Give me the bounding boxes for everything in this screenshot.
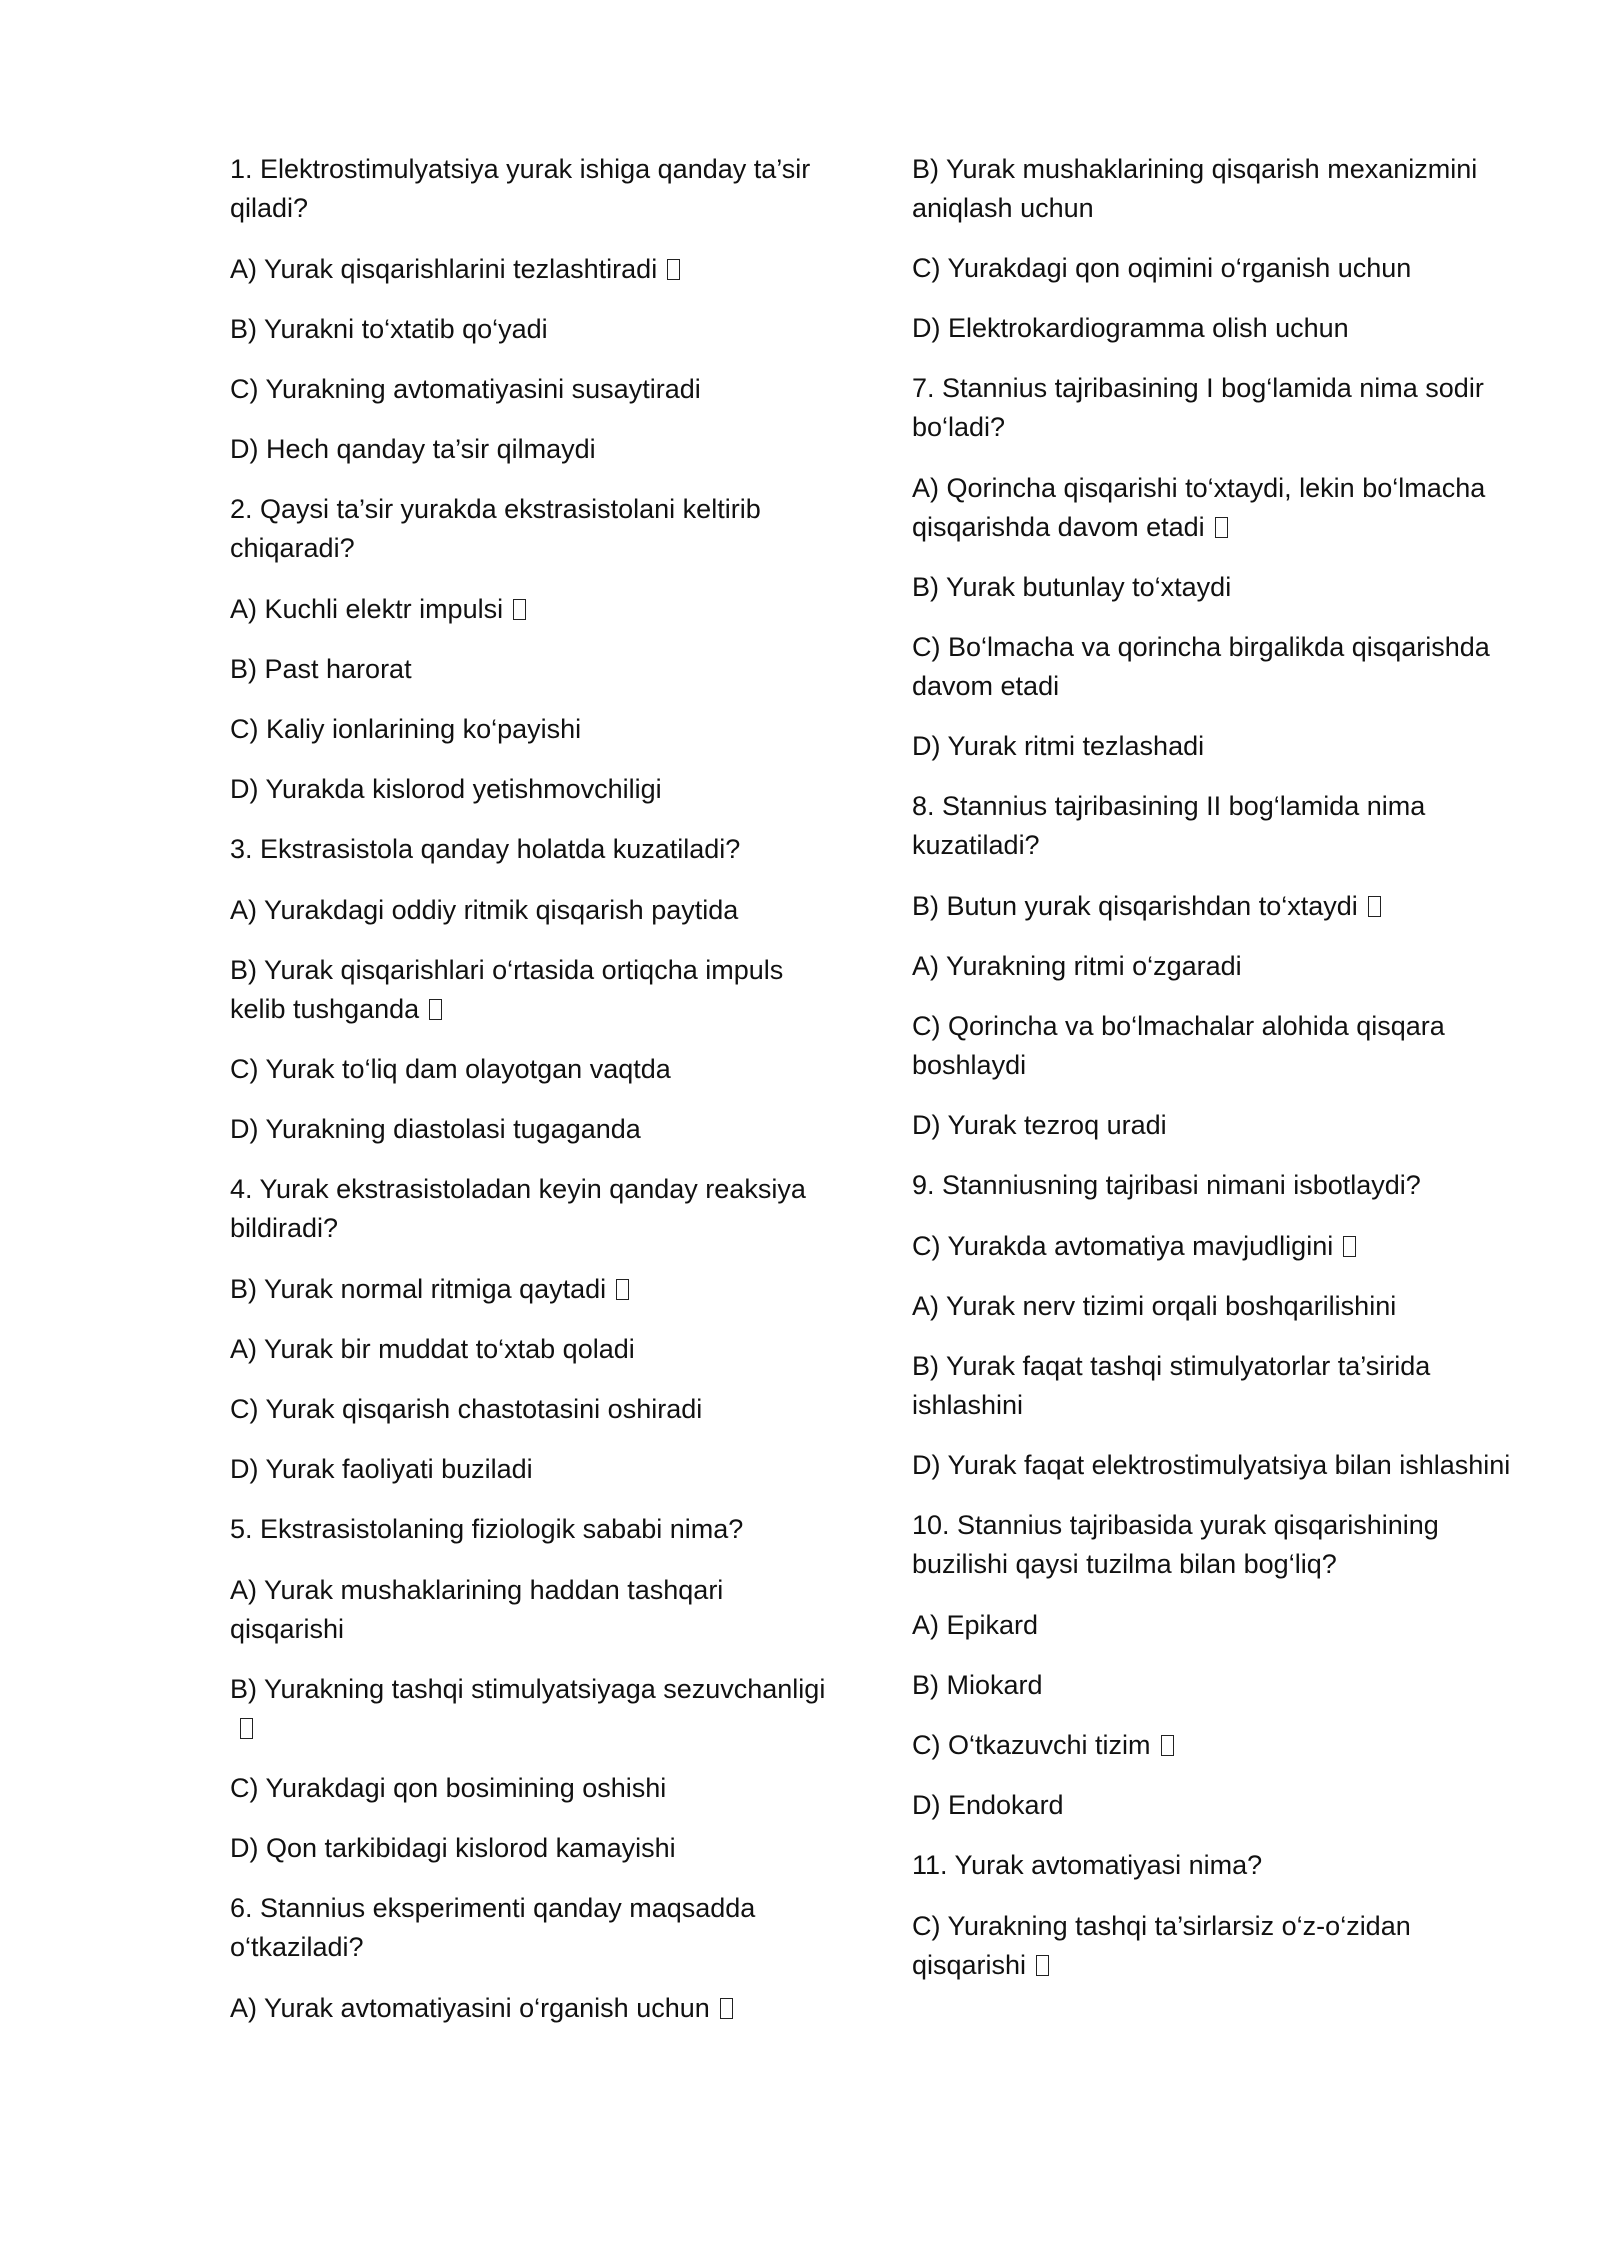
answer-label: D) Yurakda kislorod yetishmovchiligi bbox=[230, 774, 662, 804]
answer-option bbox=[912, 568, 1512, 607]
answer-label: A) Yurak qisqarishlarini tezlashtiradi bbox=[230, 254, 658, 284]
answer-option bbox=[912, 1106, 1512, 1145]
answer-option bbox=[912, 150, 1512, 228]
correct-answer-mark-icon bbox=[1161, 1735, 1174, 1756]
answer-label: B) Yurak qisqarishlari o‘rtasida ortiqcha impuls kelib tushganda bbox=[230, 955, 784, 1024]
correct-answer-mark-icon bbox=[1036, 1955, 1049, 1976]
answer-label: B) Yurak normal ritmiga qaytadi bbox=[230, 1274, 607, 1304]
answer-label: A) Kuchli elektr impulsi bbox=[230, 594, 504, 624]
answer-option bbox=[230, 1390, 830, 1429]
question-label: 1. Elektrostimulyatsiya yurak ishiga qanday ta’sir qiladi? bbox=[230, 154, 811, 223]
answer-option bbox=[230, 430, 830, 469]
answer-option bbox=[230, 1270, 830, 1309]
answer-option bbox=[230, 650, 830, 689]
answer-option bbox=[230, 1330, 830, 1369]
answer-label: C) Yurakning tashqi ta’sirlarsiz o‘z-o‘zidan qisqarishi bbox=[912, 1911, 1411, 1980]
answer-option bbox=[912, 887, 1512, 926]
answer-label: C) Yurakning avtomatiyasini susaytiradi bbox=[230, 374, 701, 404]
question-label: 3. Ekstrasistola qanday holatda kuzatiladi? bbox=[230, 834, 741, 864]
answer-option bbox=[230, 1829, 830, 1868]
answer-label: C) Qorincha va bo‘lmachalar alohida qisqara boshlaydi bbox=[912, 1011, 1445, 1080]
answer-option bbox=[912, 1347, 1512, 1425]
answer-label: C) Yurak qisqarish chastotasini oshiradi bbox=[230, 1394, 703, 1424]
correct-answer-mark-icon bbox=[720, 1998, 733, 2019]
question-label: 5. Ekstrasistolaning fiziologik sababi nima? bbox=[230, 1514, 744, 1544]
correct-answer-mark-icon bbox=[1368, 896, 1381, 917]
left-column bbox=[230, 150, 830, 2049]
question-text bbox=[230, 1510, 830, 1549]
answer-label: C) Yurakdagi qon bosimining oshishi bbox=[230, 1773, 667, 1803]
answer-label: D) Hech qanday ta’sir qilmaydi bbox=[230, 434, 596, 464]
answer-option bbox=[912, 1666, 1512, 1705]
answer-label: B) Yurak faqat tashqi stimulyatorlar ta’sirida ishlashini bbox=[912, 1351, 1431, 1420]
answer-label: C) Kaliy ionlarining ko‘payishi bbox=[230, 714, 582, 744]
answer-option bbox=[912, 469, 1512, 547]
answer-option bbox=[912, 1227, 1512, 1266]
answer-option bbox=[230, 310, 830, 349]
correct-answer-mark-icon bbox=[429, 999, 442, 1020]
answer-label: A) Yurakning ritmi o‘zgaradi bbox=[912, 951, 1242, 981]
correct-answer-mark-icon bbox=[1215, 517, 1228, 538]
question-label: 6. Stannius eksperimenti qanday maqsadda o‘tkaziladi? bbox=[230, 1893, 756, 1962]
answer-label: D) Yurak tezroq uradi bbox=[912, 1110, 1167, 1140]
answer-option bbox=[912, 1446, 1512, 1485]
question-text bbox=[912, 787, 1512, 865]
answer-option bbox=[230, 951, 830, 1029]
answer-label: B) Yurakning tashqi stimulyatsiyaga sezuvchanligi bbox=[230, 1674, 826, 1704]
answer-label: A) Epikard bbox=[912, 1610, 1039, 1640]
answer-label: D) Yurak ritmi tezlashadi bbox=[912, 731, 1205, 761]
right-column bbox=[912, 150, 1512, 2006]
correct-answer-mark-icon bbox=[667, 259, 680, 280]
question-text bbox=[230, 1170, 830, 1248]
correct-answer-mark-icon bbox=[513, 599, 526, 620]
answer-option bbox=[230, 1571, 830, 1649]
answer-option bbox=[912, 1726, 1512, 1765]
answer-label: D) Elektrokardiogramma olish uchun bbox=[912, 313, 1349, 343]
question-text bbox=[912, 369, 1512, 447]
answer-option bbox=[230, 590, 830, 629]
answer-option bbox=[230, 710, 830, 749]
answer-label: A) Yurakdagi oddiy ritmik qisqarish paytida bbox=[230, 895, 739, 925]
answer-label: D) Qon tarkibidagi kislorod kamayishi bbox=[230, 1833, 676, 1863]
answer-option bbox=[230, 1450, 830, 1489]
question-text bbox=[912, 1846, 1512, 1885]
answer-option bbox=[230, 1989, 830, 2028]
answer-label: D) Yurakning diastolasi tugaganda bbox=[230, 1114, 641, 1144]
correct-answer-mark-icon bbox=[616, 1279, 629, 1300]
answer-option bbox=[912, 1907, 1512, 1985]
question-text bbox=[912, 1166, 1512, 1205]
answer-option bbox=[230, 891, 830, 930]
answer-label: C) Yurakdagi qon oqimini o‘rganish uchun bbox=[912, 253, 1412, 283]
answer-option bbox=[230, 1769, 830, 1808]
answer-label: D) Yurak faoliyati buziladi bbox=[230, 1454, 533, 1484]
question-label: 2. Qaysi ta’sir yurakda ekstrasistolani keltirib chiqaradi? bbox=[230, 494, 761, 563]
answer-label: D) Endokard bbox=[912, 1790, 1064, 1820]
answer-option bbox=[912, 727, 1512, 766]
answer-label: B) Butun yurak qisqarishdan to‘xtaydi bbox=[912, 891, 1358, 921]
answer-option bbox=[912, 1287, 1512, 1326]
correct-answer-mark-icon bbox=[240, 1718, 253, 1739]
answer-label: C) O‘tkazuvchi tizim bbox=[912, 1730, 1151, 1760]
answer-label: A) Yurak nerv tizimi orqali boshqarilishini bbox=[912, 1291, 1397, 1321]
question-text bbox=[230, 490, 830, 568]
answer-label: B) Yurak mushaklarining qisqarish mexanizmini aniqlash uchun bbox=[912, 154, 1478, 223]
question-label: 9. Stanniusning tajribasi nimani isbotlaydi? bbox=[912, 1170, 1421, 1200]
answer-option bbox=[912, 628, 1512, 706]
answer-option bbox=[912, 1786, 1512, 1825]
answer-option bbox=[912, 1606, 1512, 1645]
answer-option bbox=[912, 249, 1512, 288]
answer-option bbox=[912, 309, 1512, 348]
question-label: 4. Yurak ekstrasistoladan keyin qanday reaksiya bildiradi? bbox=[230, 1174, 806, 1243]
answer-option bbox=[230, 1110, 830, 1149]
answer-label: B) Yurak butunlay to‘xtaydi bbox=[912, 572, 1232, 602]
answer-label: A) Yurak mushaklarining haddan tashqari qisqarishi bbox=[230, 1575, 724, 1644]
answer-option bbox=[230, 370, 830, 409]
answer-option bbox=[912, 947, 1512, 986]
answer-label: A) Qorincha qisqarishi to‘xtaydi, lekin bo‘lmacha qisqarishda davom etadi bbox=[912, 473, 1486, 542]
question-label: 11. Yurak avtomatiyasi nima? bbox=[912, 1850, 1263, 1880]
answer-option bbox=[230, 1050, 830, 1089]
answer-label: C) Yurak to‘liq dam olayotgan vaqtda bbox=[230, 1054, 671, 1084]
answer-label: C) Bo‘lmacha va qorincha birgalikda qisqarishda davom etadi bbox=[912, 632, 1490, 701]
answer-label: C) Yurakda avtomatiya mavjudligini bbox=[912, 1231, 1334, 1261]
answer-label: A) Yurak bir muddat to‘xtab qoladi bbox=[230, 1334, 635, 1364]
question-text bbox=[230, 1889, 830, 1967]
correct-answer-mark-icon bbox=[1343, 1236, 1356, 1257]
question-label: 10. Stannius tajribasida yurak qisqarishining buzilishi qaysi tuzilma bilan bog‘liq? bbox=[912, 1510, 1439, 1579]
answer-option bbox=[230, 250, 830, 289]
question-text bbox=[912, 1506, 1512, 1584]
question-label: 7. Stannius tajribasining I bog‘lamida nima sodir bo‘ladi? bbox=[912, 373, 1484, 442]
answer-option bbox=[912, 1007, 1512, 1085]
answer-label: B) Past harorat bbox=[230, 654, 412, 684]
answer-option bbox=[230, 1670, 830, 1748]
question-text bbox=[230, 830, 830, 869]
answer-option bbox=[230, 770, 830, 809]
answer-label: D) Yurak faqat elektrostimulyatsiya bilan ishlashini bbox=[912, 1450, 1511, 1480]
answer-label: B) Miokard bbox=[912, 1670, 1043, 1700]
answer-label: A) Yurak avtomatiyasini o‘rganish uchun bbox=[230, 1993, 710, 2023]
question-label: 8. Stannius tajribasining II bog‘lamida nima kuzatiladi? bbox=[912, 791, 1426, 860]
answer-label: B) Yurakni to‘xtatib qo‘yadi bbox=[230, 314, 548, 344]
question-text bbox=[230, 150, 830, 228]
